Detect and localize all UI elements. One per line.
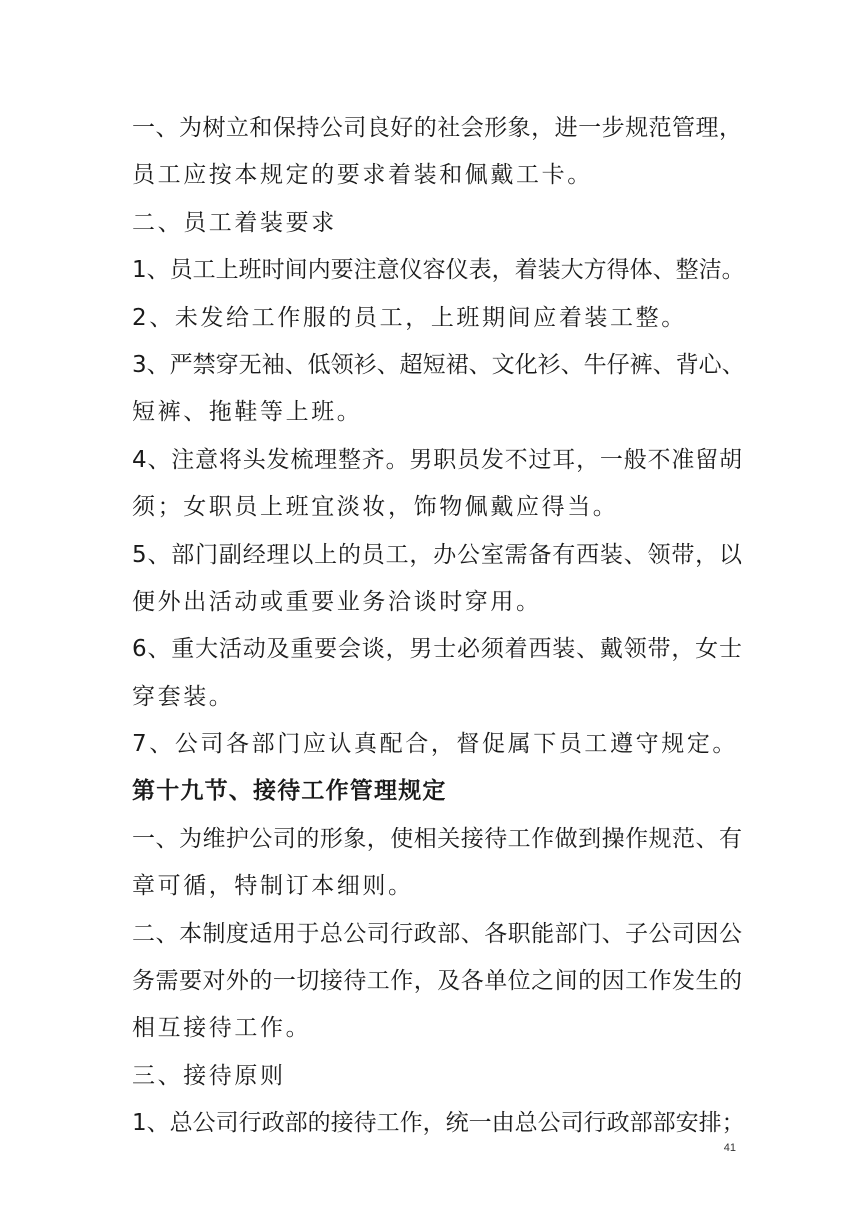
paragraph-line: 一、为维护公司的形象，使相关接待工作做到操作规范、有: [132, 825, 742, 852]
page-number: 41: [723, 1142, 736, 1154]
list-item: 5、部门副经理以上的员工，办公室需备有西装、领带，以: [132, 541, 742, 568]
paragraph-line: 二、本制度适用于总公司行政部、各职能部门、子公司因公: [132, 920, 742, 947]
section-heading: 三、接待原则: [132, 1062, 286, 1089]
list-item-continuation: 便外出活动或重要业务洽谈时穿用。: [132, 588, 542, 615]
list-item: 6、重大活动及重要会谈，男士必须着西装、戴领带，女士: [132, 636, 742, 663]
paragraph-line: 相互接待工作。: [132, 1015, 312, 1042]
paragraph-line: 一、为树立和保持公司良好的社会形象，进一步规范管理，: [132, 115, 742, 141]
document-body: [132, 105, 745, 1148]
list-item: 1、员工上班时间内要注意仪容仪表，着装大方得体、整洁。: [132, 257, 745, 284]
paragraph-line: 章可循，特制订本细则。: [132, 873, 414, 900]
list-item: 2、未发给工作服的员工，上班期间应着装工整。: [132, 304, 687, 331]
list-item-continuation: 须；女职员上班宜淡妆，饰物佩戴应得当。: [132, 494, 619, 521]
section-heading: 二、员工着装要求: [132, 209, 337, 236]
paragraph-line: 员工应按本规定的要求着装和佩戴工卡。: [132, 162, 593, 189]
list-item: 7、公司各部门应认真配合，督促属下员工遵守规定。: [132, 731, 739, 758]
list-item: 3、严禁穿无袖、低领衫、超短裙、文化衫、牛仔裤、背心、: [132, 351, 745, 378]
list-item-continuation: 穿套装。: [132, 683, 235, 710]
chapter-heading: 第十九节、接待工作管理规定: [132, 778, 447, 805]
list-item-continuation: 短裤、拖鞋等上班。: [132, 399, 363, 426]
list-item: 1、总公司行政部的接待工作，统一由总公司行政部部安排；: [132, 1110, 745, 1137]
paragraph-line: 务需要对外的一切接待工作，及各单位之间的因工作发生的: [132, 968, 742, 995]
list-item: 4、注意将头发梳理整齐。男职员发不过耳，一般不准留胡: [132, 446, 742, 473]
